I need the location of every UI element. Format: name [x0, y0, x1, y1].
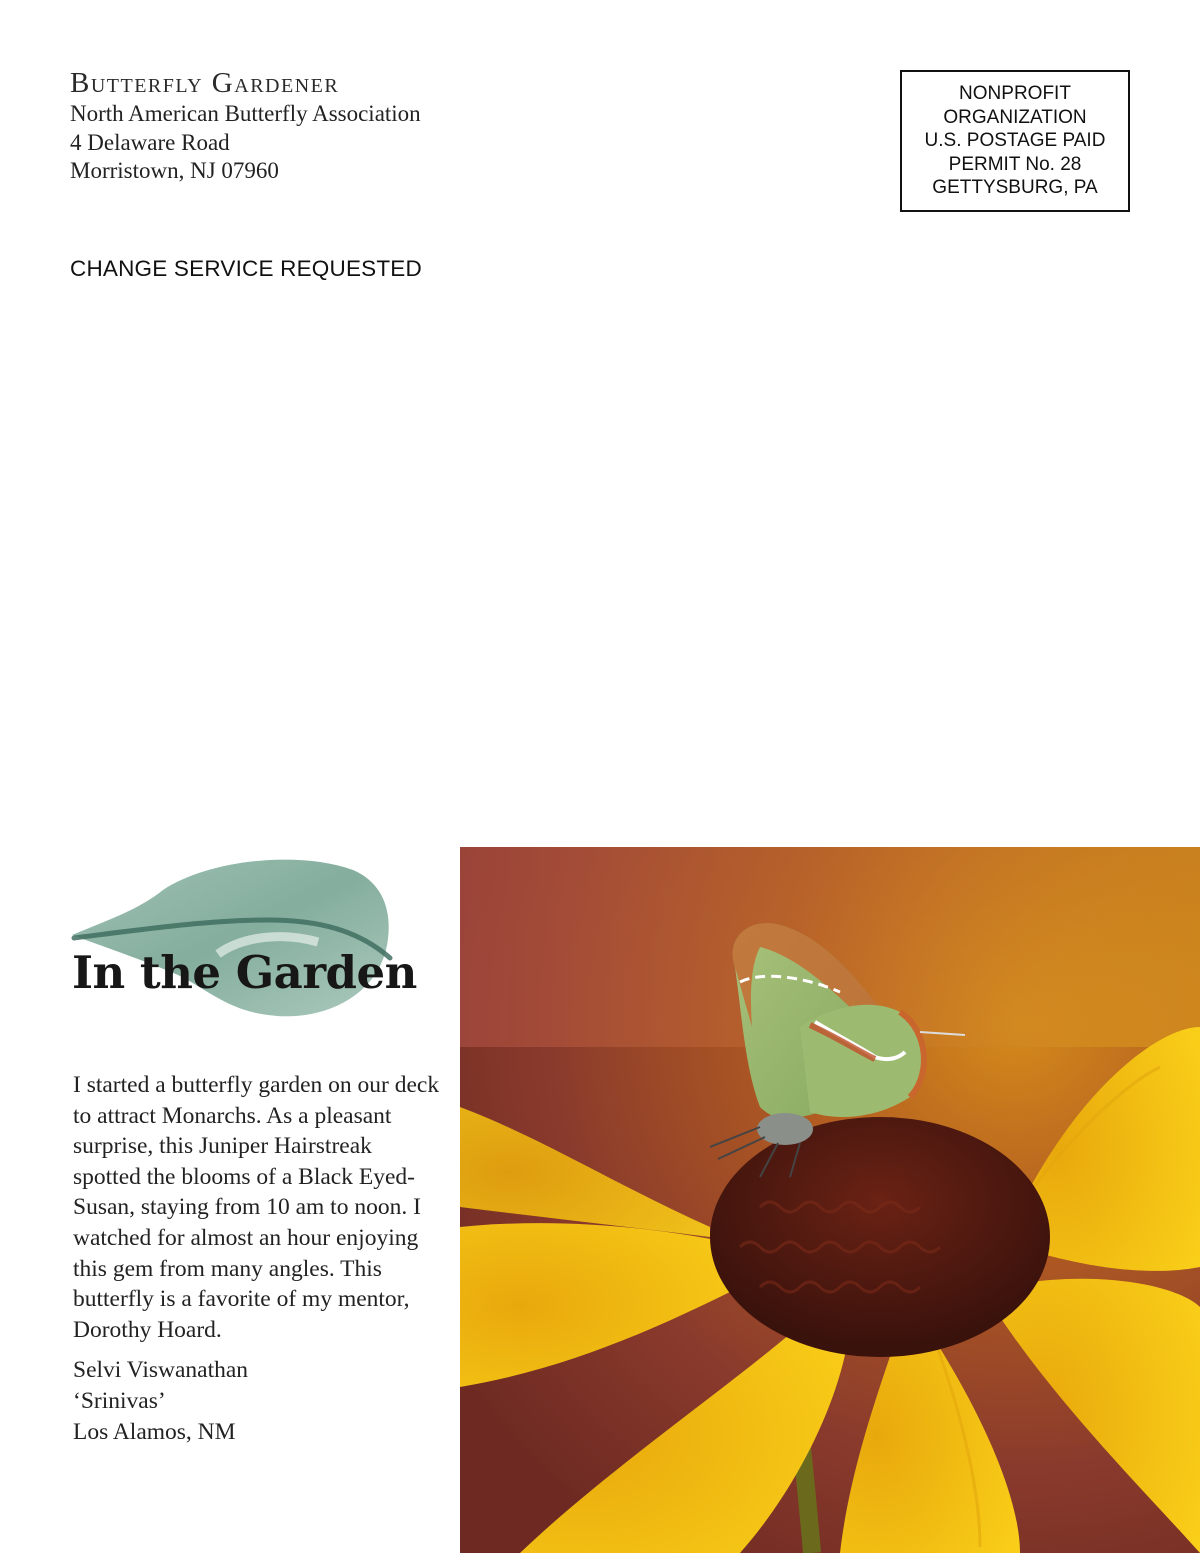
leaf-illustration	[68, 850, 398, 1030]
garden-name: ‘Srinivas’	[73, 1387, 166, 1414]
feature-heading: In the Garden	[72, 946, 417, 999]
story-body: I started a butterfly garden on our deck to attract Monarchs. As a pleasant surprise, this Juniper Hairstreak spotted the blooms of a Black Eyed-Susan, staying from 10 am to noon. I watched for almost an hour enjoying this gem from many angles. This butterfly is a favorite of my mentor, Dorothy Hoard.	[73, 1072, 440, 1343]
in-the-garden-feature	[0, 840, 1200, 1553]
indicia-line: U.S. POSTAGE PAID	[924, 130, 1106, 152]
indicia-line: GETTYSBURG, PA	[932, 177, 1098, 199]
indicia-line: NONPROFIT	[959, 83, 1071, 105]
author-location: Los Alamos, NM	[73, 1418, 236, 1445]
newsletter-masthead: Butterfly Gardener	[70, 67, 340, 99]
indicia-line: ORGANIZATION	[943, 106, 1087, 128]
indicia-line: PERMIT No. 28	[948, 153, 1082, 175]
city-state-zip: Morristown, NJ 07960	[70, 158, 279, 183]
postage-indicia	[900, 70, 1130, 212]
return-address	[70, 66, 421, 186]
street-address: 4 Delaware Road	[70, 129, 230, 155]
story	[73, 1070, 443, 1447]
byline	[73, 1355, 443, 1447]
author-name: Selvi Viswanathan	[73, 1357, 249, 1384]
butterfly-photo	[460, 847, 1200, 1553]
mail-endorsement: CHANGE SERVICE REQUESTED	[70, 256, 422, 281]
organization-name: North American Butterfly Association	[70, 101, 421, 126]
